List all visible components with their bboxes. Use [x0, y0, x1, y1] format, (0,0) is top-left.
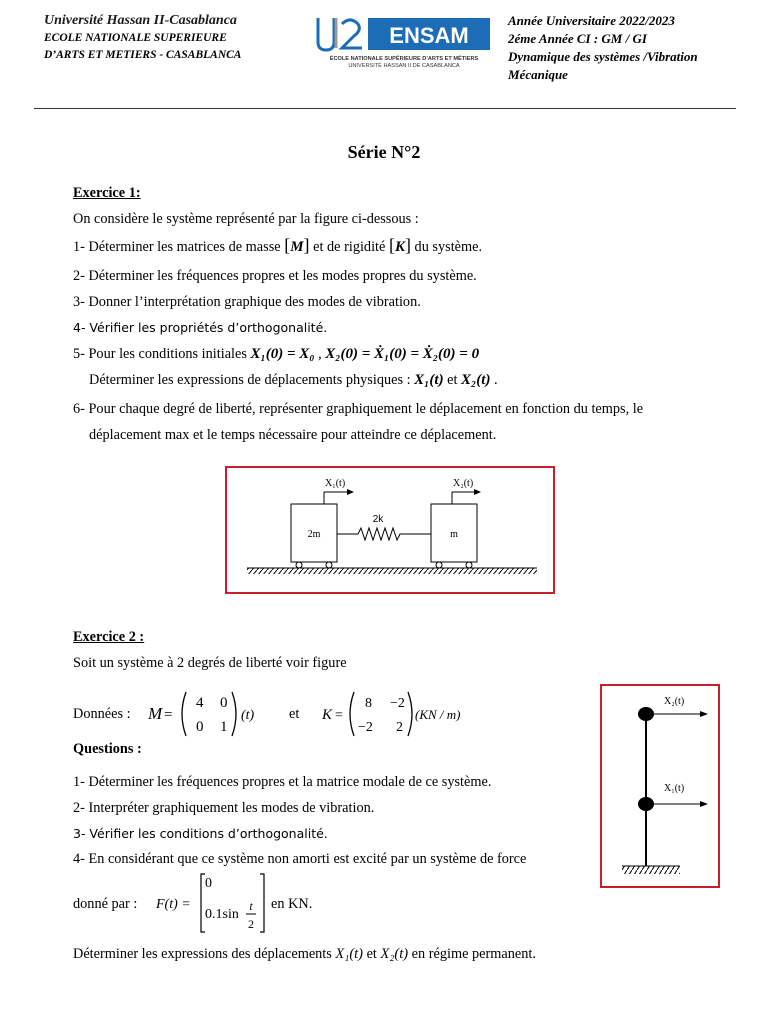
ex1-figure [225, 466, 555, 594]
ground-hatch [622, 866, 680, 874]
svg-text:2: 2 [248, 917, 254, 931]
svg-text:(t): (t) [241, 708, 255, 723]
svg-text:ENSAM: ENSAM [389, 23, 469, 48]
svg-text:4: 4 [196, 695, 204, 711]
svg-text:2: 2 [396, 720, 403, 735]
ex2-force-unit: en KN. [271, 896, 313, 912]
x1-arrowhead [347, 489, 354, 495]
ex2-force-label: donné par : [73, 896, 138, 912]
stiffness-matrix [322, 688, 482, 740]
ex2-q1: 1- Déterminer les fréquences propres et la matrice modale de ce système. [73, 774, 492, 790]
svg-text:F(t) =: F(t) = [156, 897, 191, 912]
header-divider [34, 108, 736, 109]
svg-text:1: 1 [220, 719, 228, 735]
svg-text:0: 0 [196, 719, 204, 735]
svg-text:=: = [164, 707, 173, 723]
page-title: Série N°2 [347, 142, 421, 162]
ex2-q4: 4- En considérant que ce système non amorti est excité par un système de force [73, 851, 527, 867]
svg-text:K: K [322, 707, 333, 723]
x2-arrowhead [700, 711, 708, 717]
wheel [466, 562, 472, 568]
ex2-heading: Exercice 2 : [73, 629, 145, 645]
ex2-et: et [289, 706, 300, 722]
x1-label: X₁(t) [664, 783, 685, 794]
svg-text:t: t [249, 899, 253, 913]
course-name-2: Mécanique [508, 67, 568, 82]
academic-year: Année Universitaire 2022/2023 [508, 13, 675, 28]
ex1-q5: 5- Pour les conditions initiales X₁(0) = X₀ , X₂(0) = Ẋ₁(0) = Ẋ₂(0) = 0 [73, 346, 480, 362]
two-dof-column-diagram [602, 686, 718, 886]
force-vector [156, 872, 266, 936]
initial-condition-2: X₂(0) = Ẋ₁(0) = Ẋ₂(0) = 0 [325, 346, 480, 362]
ground-hatch [247, 568, 537, 574]
x2-arrowhead [474, 489, 481, 495]
x1-label: X₁(t) [325, 478, 346, 489]
ex1-q1: 1- Déterminer les matrices de masse [M] et de rigidité [K] du système. [73, 235, 483, 255]
ex2-figure [600, 684, 720, 888]
wheel [296, 562, 302, 568]
spring-label: 2k [372, 514, 384, 525]
svg-text:0: 0 [220, 695, 228, 711]
x1-arrowhead [700, 801, 708, 807]
ex1-q6-line1: 6- Pour chaque degré de liberté, représenter graphiquement le déplacement en fonction du temps, le [73, 401, 644, 417]
course-name: Dynamique des systèmes /Vibration [508, 49, 698, 64]
mass-m-label: m [450, 529, 458, 540]
ensam-logo [312, 14, 492, 70]
initial-condition-1: X₁(0) = X₀ [250, 346, 315, 362]
ex1-q2: 2- Déterminer les fréquences propres et les modes propres du système. [73, 268, 477, 284]
svg-text:(KN / m): (KN / m) [415, 707, 461, 722]
x2-label: X₂(t) [664, 696, 685, 707]
svg-text:−2: −2 [390, 696, 405, 711]
ex2-q3: 3- Vérifier les conditions d’orthogonalité. [73, 826, 328, 841]
svg-text:ÉCOLE NATIONALE SUPÉRIEURE D’A: ÉCOLE NATIONALE SUPÉRIEURE D’ARTS ET MÉTIERS [329, 56, 479, 62]
mass-bottom [638, 797, 654, 811]
ex2-questions-heading: Questions : [73, 741, 142, 757]
spring-2k [337, 528, 431, 540]
ex1-heading: Exercice 1: [73, 185, 141, 201]
school-line-2: D’ARTS ET METIERS - CASABLANCA [44, 49, 242, 61]
svg-text:8: 8 [365, 696, 372, 711]
mass-spring-diagram [227, 468, 553, 592]
ex2-data-label: Données : [73, 706, 131, 722]
ex1-q4: 4- Vérifier les propriétés d’orthogonalité. [73, 320, 328, 335]
header-left [44, 12, 294, 64]
svg-text:0: 0 [205, 876, 212, 891]
ex1-q5b: Déterminer les expressions de déplacements physiques : X₁(t) et X₂(t) . [89, 372, 498, 388]
ex1-q6-line2: déplacement max et le temps nécessaire pour atteindre ce déplacement. [89, 427, 497, 443]
ex2-intro: Soit un système à 2 degrés de liberté voir figure [73, 655, 347, 671]
wheel [436, 562, 442, 568]
x2-label: X₂(t) [453, 478, 474, 489]
mass-matrix [148, 688, 268, 740]
ex1-intro: On considère le système représenté par la figure ci-dessous : [73, 211, 419, 227]
ex2-q2: 2- Interpréter graphiquement les modes de vibration. [73, 800, 375, 816]
mass-top [638, 707, 654, 721]
svg-text:UNIVERSITÉ HASSAN II DE CASABL: UNIVERSITÉ HASSAN II DE CASABLANCA [348, 63, 460, 69]
university-name: Université Hassan II-Casablanca [44, 13, 237, 28]
svg-text:M: M [148, 704, 163, 723]
svg-text:0.1sin: 0.1sin [205, 907, 239, 922]
ex1-q3: 3- Donner l’interprétation graphique des modes de vibration. [73, 294, 421, 310]
svg-text:−2: −2 [358, 720, 373, 735]
wheel [326, 562, 332, 568]
study-level: 2éme Année CI : GM / GI [508, 31, 647, 46]
school-line-1: ECOLE NATIONALE SUPERIEURE [44, 32, 227, 44]
ex2-final: Déterminer les expressions des déplacements X₁(t) et X₂(t) en régime permanent. [73, 946, 536, 962]
svg-text:=: = [335, 708, 343, 723]
mass-2m-label: 2m [307, 529, 321, 540]
header-right [508, 12, 758, 84]
